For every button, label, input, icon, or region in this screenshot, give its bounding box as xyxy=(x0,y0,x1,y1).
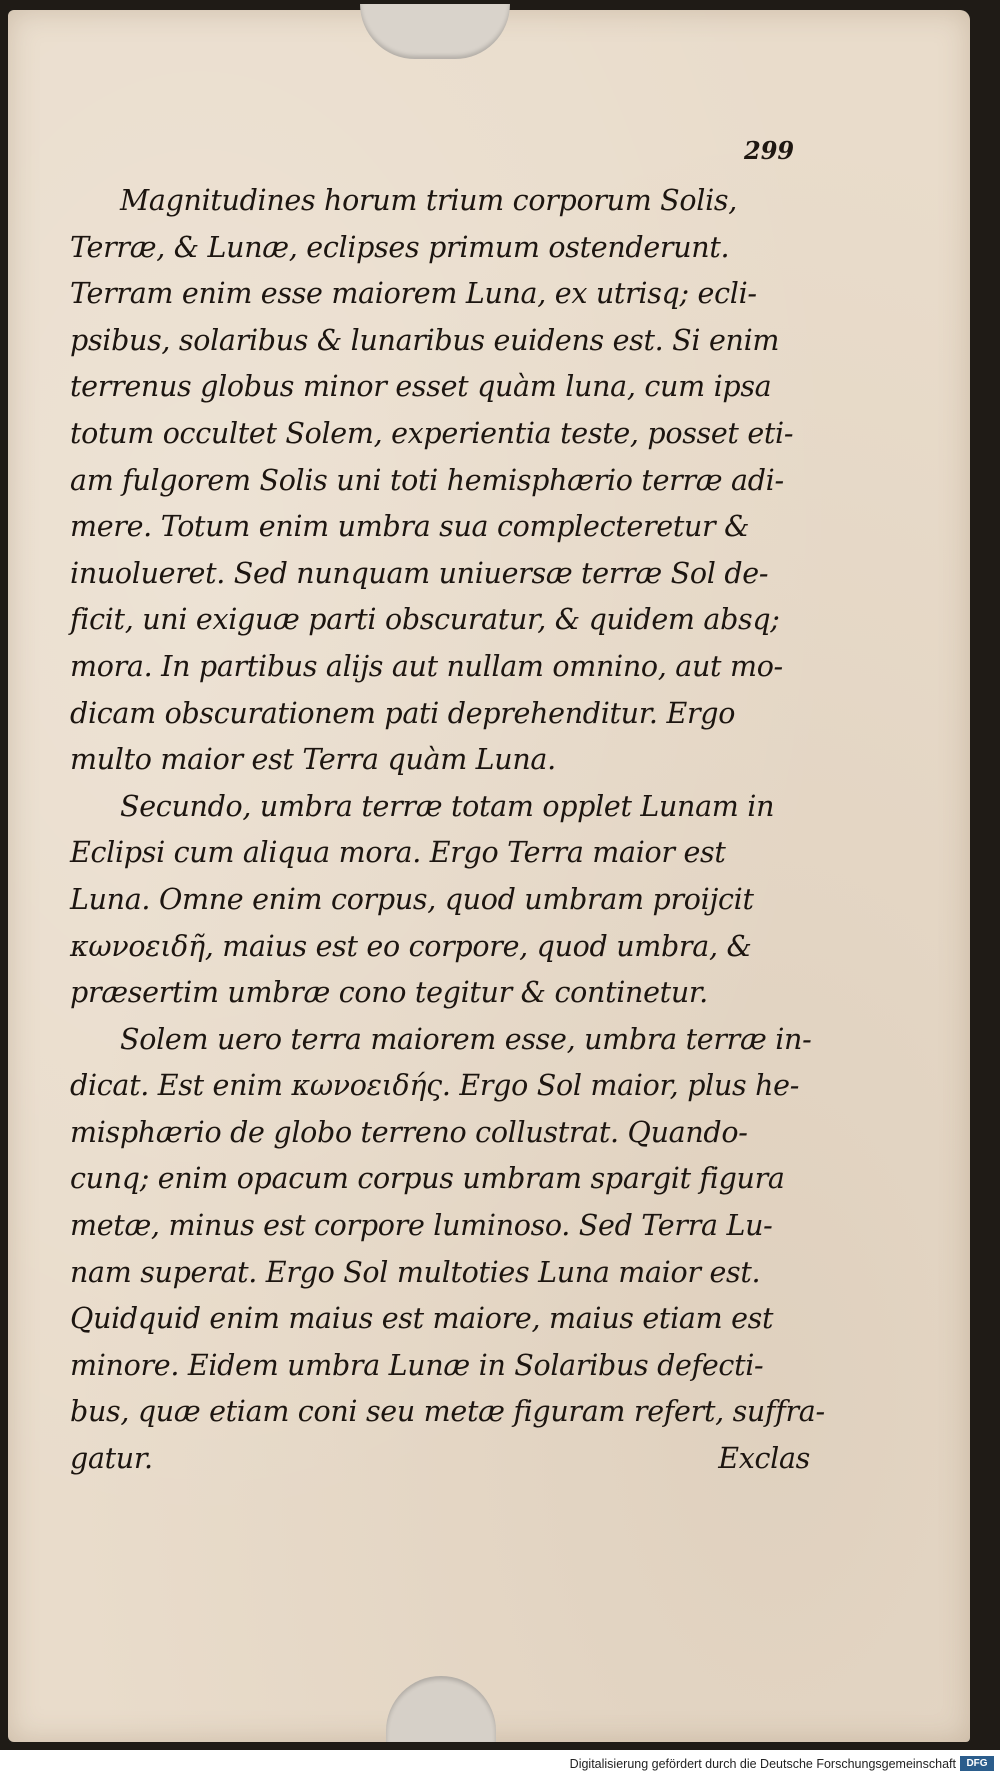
text-line: præsertim umbræ cono tegitur & continetur. xyxy=(70,976,708,1010)
last-text-row xyxy=(70,1436,810,1483)
paper-page xyxy=(8,10,970,1742)
text-line: psibus, solaribus & lunaribus euidens est. Si enim xyxy=(70,323,780,357)
text-line: mora. In partibus alijs aut nullam omnino, aut mo- xyxy=(70,649,783,683)
top-binding-tab xyxy=(360,4,510,59)
text-line: totum occultet Solem, experientia teste, posset eti- xyxy=(70,416,794,450)
text-line: multo maior est Terra quàm Luna. xyxy=(70,743,556,777)
text-line: nam superat. Ergo Sol multoties Luna maior est. xyxy=(70,1255,761,1289)
text-line: am fulgorem Solis uni toti hemisphærio terræ adi- xyxy=(70,463,784,497)
text-line: dicat. Est enim κωνοειδής. Ergo Sol maior, plus he- xyxy=(70,1069,800,1103)
text-line: terrenus globus minor esset quàm luna, cum ipsa xyxy=(70,370,772,404)
text-line: cunq; enim opacum corpus umbram spargit figura xyxy=(70,1162,785,1196)
text-line: Eclipsi cum aliqua mora. Ergo Terra maior est xyxy=(70,836,726,870)
text-line: Secundo, umbra terræ totam opplet Lunam in xyxy=(120,789,775,823)
text-line: bus, quæ etiam coni seu metæ figuram refert, suffra- xyxy=(70,1395,825,1429)
catchword: Exclas xyxy=(718,1442,810,1476)
body-text xyxy=(70,178,825,1483)
text-line: inuolueret. Sed nunquam uniuersæ terræ Sol de- xyxy=(70,556,769,590)
text-line: dicam obscurationem pati deprehenditur. Ergo xyxy=(70,696,736,730)
text-line: Terræ, & Lunæ, eclipses primum ostenderunt. xyxy=(70,230,730,264)
page-number: 299 xyxy=(744,136,795,165)
text-line: gatur. xyxy=(70,1442,153,1476)
footer-bar xyxy=(0,1750,1000,1779)
text-line: Quidquid enim maius est maiore, maius etiam est xyxy=(70,1302,774,1336)
text-line: ficit, uni exiguæ parti obscuratur, & quidem absq; xyxy=(70,603,780,637)
text-line: minore. Eidem umbra Lunæ in Solaribus defecti- xyxy=(70,1348,764,1382)
text-line: mere. Totum enim umbra sua complecteretur & xyxy=(70,510,750,544)
footer-credit: Digitalisierung gefördert durch die Deutsche Forschungsgemeinschaft xyxy=(569,1757,956,1771)
bottom-binding-tab xyxy=(386,1676,496,1742)
text-line: Luna. Omne enim corpus, quod umbram proijcit xyxy=(70,882,754,916)
text-line: Terram enim esse maiorem Luna, ex utrisq; ecli- xyxy=(70,277,757,311)
text-line: Solem uero terra maiorem esse, umbra terræ in- xyxy=(120,1022,812,1056)
text-line: misphærio de globo terreno collustrat. Quando- xyxy=(70,1115,748,1149)
text-line: metæ, minus est corpore luminoso. Sed Terra Lu- xyxy=(70,1209,773,1243)
dfg-logo: DFG xyxy=(960,1756,994,1771)
text-line: Magnitudines horum trium corporum Solis, xyxy=(120,184,737,217)
text-line: κωνοειδῆ, maius est eo corpore, quod umbra, & xyxy=(70,929,752,963)
